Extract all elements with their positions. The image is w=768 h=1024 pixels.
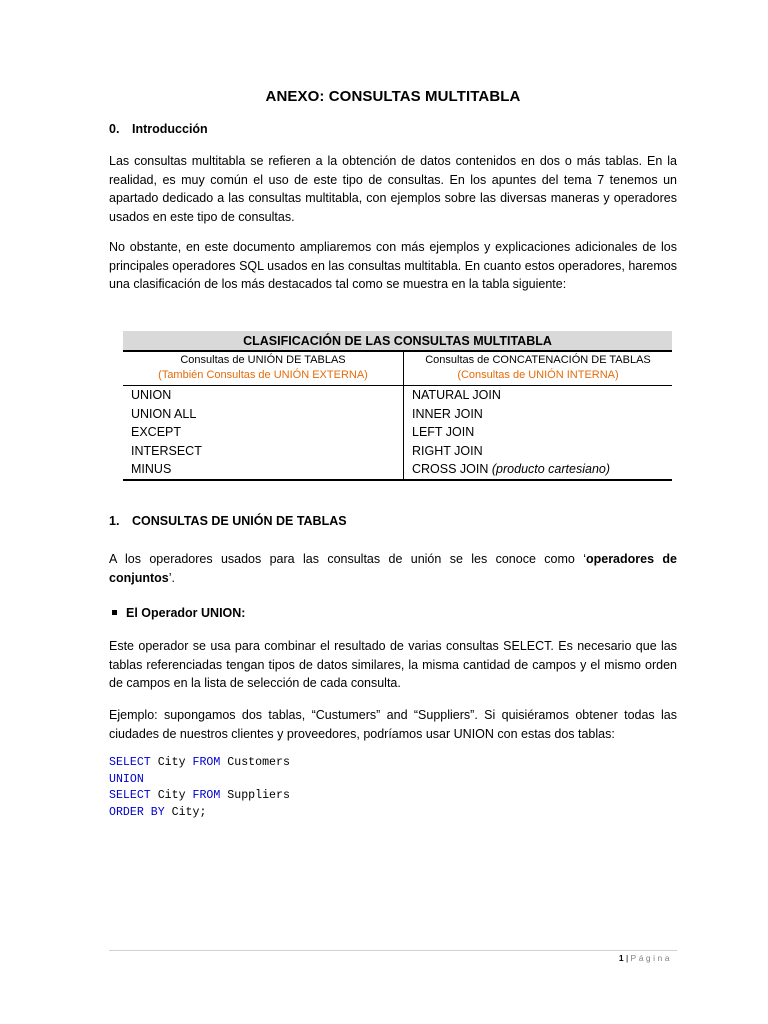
code-text: City; xyxy=(164,805,207,819)
code-text: City xyxy=(150,789,193,803)
code-keyword: SELECT xyxy=(109,756,151,769)
table-cell: UNION ALL xyxy=(123,405,404,424)
code-keyword: FROM xyxy=(192,756,221,769)
table-left-header xyxy=(123,351,404,386)
text-run: ’. xyxy=(168,570,175,585)
column-subheader: (Consultas de UNIÓN INTERNA) xyxy=(457,369,619,381)
bold-term: operadores de conjuntos xyxy=(109,552,677,585)
bullet-text: El Operador UNION: xyxy=(126,606,246,620)
paragraph: Ejemplo: supongamos dos tablas, “Custumers” and “Suppliers”. Si quisiéramos obtener todas las ciudades de nuestros clientes y proveedores, podríamos usar UNION con estas dos tablas: xyxy=(109,708,677,741)
table-cell xyxy=(404,460,673,480)
code-block xyxy=(109,755,290,821)
table-right-header xyxy=(404,351,673,386)
section-number: 0. xyxy=(109,122,120,136)
section-title: CONSULTAS DE UNIÓN DE TABLAS xyxy=(132,514,347,528)
bullet-heading xyxy=(109,606,245,620)
paragraph: Este operador se usa para combinar el resultado de varias consultas SELECT. Es necesario que las tablas referenciadas tengan tipos de datos similares, la misma cantidad de campos y el mismo orden de campos en la lista de selección de cada consulta. xyxy=(109,639,677,691)
table-cell: EXCEPT xyxy=(123,423,404,442)
page-number: 1 xyxy=(618,953,624,963)
section-heading-1 xyxy=(109,514,347,528)
table-row xyxy=(123,405,672,424)
classification-table xyxy=(123,331,672,481)
table-cell: INNER JOIN xyxy=(412,406,483,421)
table-cell: LEFT JOIN xyxy=(412,425,475,440)
paragraph: Las consultas multitabla se refieren a la obtención de datos contenidos en dos o más tablas. En la realidad, es muy común el uso de este tipo de consultas. En los apuntes del tema 7 tenemos un apartado dedicado a las consultas multitabla, con ejemplos sobre las diversas maneras y operadores usados en este tipo de consultas. xyxy=(109,154,677,224)
column-header: Consultas de CONCATENACIÓN DE TABLAS xyxy=(425,354,651,366)
footer-separator: | xyxy=(623,953,631,963)
code-text: Customers xyxy=(220,756,290,769)
section-title: Introducción xyxy=(132,122,208,136)
section-number: 1. xyxy=(109,514,120,528)
cell-note: (producto cartesiano) xyxy=(491,462,611,477)
paragraph: No obstante, en este documento ampliaremos con más ejemplos y explicaciones adicionales de los principales operadores SQL usados en las consultas multitabla. En cuanto estos operadores, haremos una clasificación de los más destacados tal como se muestra en la tabla siguiente: xyxy=(109,240,677,292)
code-keyword: ORDER BY xyxy=(109,805,165,819)
footer-label: Página xyxy=(630,953,672,963)
square-bullet-icon xyxy=(112,610,117,615)
table-title: CLASIFICACIÓN DE LAS CONSULTAS MULTITABLA xyxy=(123,331,672,351)
table-row xyxy=(123,386,672,405)
table-cell: MINUS xyxy=(123,460,404,480)
table-row xyxy=(123,442,672,461)
table-row xyxy=(123,460,672,480)
code-keyword: SELECT xyxy=(109,789,151,803)
paragraph xyxy=(109,550,677,587)
column-subheader: (También Consultas de UNIÓN EXTERNA) xyxy=(158,369,368,381)
code-text: City xyxy=(150,756,193,769)
page-title: ANEXO: CONSULTAS MULTITABLA xyxy=(265,88,521,105)
table-row xyxy=(123,423,672,442)
table-cell: UNION xyxy=(123,386,404,405)
section-heading-intro xyxy=(109,122,208,136)
code-text: Suppliers xyxy=(220,789,290,803)
table-cell: INTERSECT xyxy=(123,442,404,461)
code-keyword: UNION xyxy=(109,772,144,786)
code-keyword: FROM xyxy=(192,789,221,803)
column-header: Consultas de UNIÓN DE TABLAS xyxy=(180,354,346,366)
page-footer xyxy=(619,953,672,963)
cell-text: CROSS JOIN xyxy=(412,462,489,477)
footer-divider xyxy=(109,950,677,951)
table-cell: NATURAL JOIN xyxy=(412,388,501,402)
table-cell: RIGHT JOIN xyxy=(412,443,483,458)
text-run: A los operadores usados para las consultas de unión se les conoce como ‘ xyxy=(109,552,586,566)
